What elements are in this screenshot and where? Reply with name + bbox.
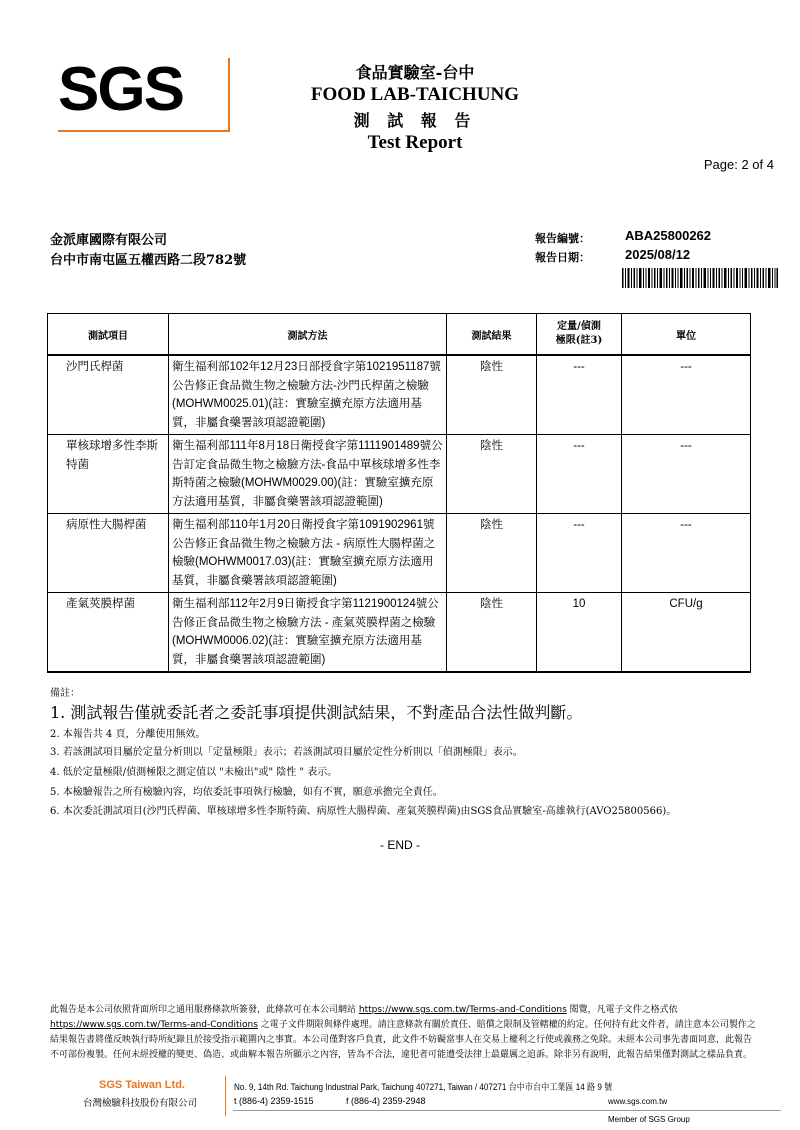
limit-cell: ---	[537, 435, 622, 514]
header-limit-text: 定量/偵測極限(註3)	[555, 321, 603, 346]
footer-company-en: SGS Taiwan Ltd.	[99, 1079, 185, 1091]
test-item-cell: 單核球增多性李斯特菌	[48, 435, 169, 514]
test-method-cell: 衛生福利部110年1月20日衛授食字第1091902961號公告修正食品微生物之檢驗方法 - 病原性大腸桿菌之檢驗(MOHWM0017.03)(註：實驗室擴充原方法適用基質，非屬食藥署該項認證範圍)	[169, 514, 447, 593]
sgs-logo	[58, 55, 183, 124]
report-title-cn: 測 試 報 告	[353, 111, 477, 130]
terms-link-1[interactable]: https://www.sgs.com.tw/Terms-and-Conditions	[358, 1005, 567, 1015]
test-item-cell: 病原性大腸桿菌	[48, 514, 169, 593]
note-2: 2. 本報告共 4 頁，分離使用無效。	[50, 729, 206, 740]
footer-phone: t (886-4) 2359-1515	[234, 1096, 314, 1106]
table-row	[48, 435, 751, 514]
test-result-cell: 陰性	[447, 514, 537, 593]
disclaimer-text-3: 之電子文件期限與條件處理。請注意條款有關於責任、賠償之限制及管轄權的約定。任何持有此文件者，請注意本公司製作之結果報告書將僅反映執行時所紀錄且於接受指示範圍內之事實。本公司僅對客戶負責，此文件不妨礙當事人在交易上權利之行使或義務之免除。未經本公司事先書面同意，此報告不可部份複製。任何未經授權的變更、偽造、或曲解本報告所顯示之內容，皆為不合法，違犯者可能遭受法律上最嚴厲之追訴。除非另有說明，此報告結果僅對測試之樣品負責。	[50, 1020, 756, 1060]
note-1: 1. 測試報告僅就委託者之委託事項提供測試結果，不對產品合法性做判斷。	[50, 703, 583, 722]
report-title-en: Test Report	[367, 132, 463, 153]
report-date-label: 報告日期：	[535, 251, 590, 264]
logo-text: SGS	[58, 55, 183, 124]
lab-name-en: FOOD LAB-TAICHUNG	[310, 84, 520, 105]
barcode	[622, 268, 778, 288]
page-number: Page: 2 of 4	[703, 157, 774, 172]
disclaimer-text-1: 此報告是本公司依照背面所印之通用服務條款所簽發，此條款可在本公司網站	[50, 1005, 359, 1015]
footer-member: Member of SGS Group	[608, 1115, 690, 1124]
unit-cell: ---	[622, 355, 751, 435]
test-result-cell: 陰性	[447, 435, 537, 514]
header-test-result: 測試結果	[447, 314, 537, 356]
footer-website[interactable]: www.sgs.com.tw	[608, 1097, 668, 1106]
test-method-cell: 衛生福利部112年2月9日衛授食字第1121900124號公告修正食品微生物之檢驗方法 - 產氣莢膜桿菌之檢驗(MOHWM0006.02)(註：實驗室擴充原方法適用基質，非屬食藥署該項認證範圍)	[169, 593, 447, 673]
notes-title: 備註：	[50, 688, 80, 699]
logo-accent-bar	[58, 130, 228, 132]
footer-company-cn: 台灣檢驗科技股份有限公司	[82, 1098, 197, 1109]
test-method-cell: 衛生福利部102年12月23日部授食字第1021951187號公告修正食品微生物之檢驗方法-沙門氏桿菌之檢驗(MOHWM0025.01)(註：實驗室擴充原方法適用基質，非屬食藥署該項認證範圍)	[169, 355, 447, 435]
client-address: 台中市南屯區五權西路二段782號	[50, 253, 247, 268]
limit-cell: 10	[537, 593, 622, 673]
disclaimer-text-2: 閱覽，凡電子文件之格式依	[566, 1005, 678, 1015]
unit-cell: CFU/g	[622, 593, 751, 673]
end-marker: - END -	[380, 838, 420, 852]
unit-cell: ---	[622, 514, 751, 593]
header-test-method: 測試方法	[169, 314, 447, 356]
unit-cell: ---	[622, 435, 751, 514]
footer-rule	[233, 1110, 781, 1111]
note-4: 4. 低於定量極限/偵測極限之測定值以 "未檢出"或" 陰性 " 表示。	[50, 767, 338, 778]
header-test-item: 測試項目	[48, 314, 169, 356]
note-6: 6. 本次委託測試項目(沙門氏桿菌、單核球增多性李斯特菌、病原性大腸桿菌、產氣莢膜桿菌)由SGS食品實驗室-高雄執行(AVO25800566)。	[50, 806, 677, 817]
disclaimer	[50, 1003, 758, 1063]
table-header-row	[48, 314, 751, 356]
test-result-cell: 陰性	[447, 593, 537, 673]
terms-link-2[interactable]: https://www.sgs.com.tw/Terms-and-Conditions	[50, 1020, 258, 1030]
header-unit: 單位	[622, 314, 751, 356]
results-table	[47, 313, 751, 673]
footer-address: No. 9, 14th Rd. Taichung Industrial Park, Taichung 407271, Taiwan / 407271 台中市台中工業區 14 路 9 號	[234, 1082, 613, 1092]
report-date: 2025/08/12	[625, 247, 691, 262]
report-number: ABA25800262	[625, 228, 712, 243]
table-row	[48, 593, 751, 673]
test-item-cell: 沙門氏桿菌	[48, 355, 169, 435]
lab-name-cn: 食品實驗室-台中	[355, 63, 475, 82]
report-number-label: 報告編號：	[535, 232, 590, 245]
footer-fax: f (886-4) 2359-2948	[346, 1096, 426, 1106]
test-result-cell: 陰性	[447, 355, 537, 435]
note-3: 3. 若該測試項目屬於定量分析則以「定量極限」表示；若該測試項目屬於定性分析則以「偵測極限」表示。	[50, 747, 523, 758]
limit-cell: ---	[537, 514, 622, 593]
table-row	[48, 514, 751, 593]
table-row	[48, 355, 751, 435]
test-item-cell: 產氣莢膜桿菌	[48, 593, 169, 673]
logo-accent-vbar	[228, 58, 230, 132]
limit-cell: ---	[537, 355, 622, 435]
client-name: 金派庫國際有限公司	[50, 233, 168, 248]
header-limit	[537, 314, 622, 356]
test-method-cell: 衛生福利部111年8月18日衛授食字第1111901489號公告訂定食品微生物之檢驗方法-食品中單核球增多性李斯特菌之檢驗(MOHWM0029.00)(註：實驗室擴充原方法適用基質，非屬食藥署該項認證範圍)	[169, 435, 447, 514]
note-5: 5. 本檢驗報告之所有檢驗內容，均依委託事項執行檢驗，如有不實，願意承擔完全責任。	[50, 787, 443, 798]
footer-divider	[225, 1076, 226, 1116]
